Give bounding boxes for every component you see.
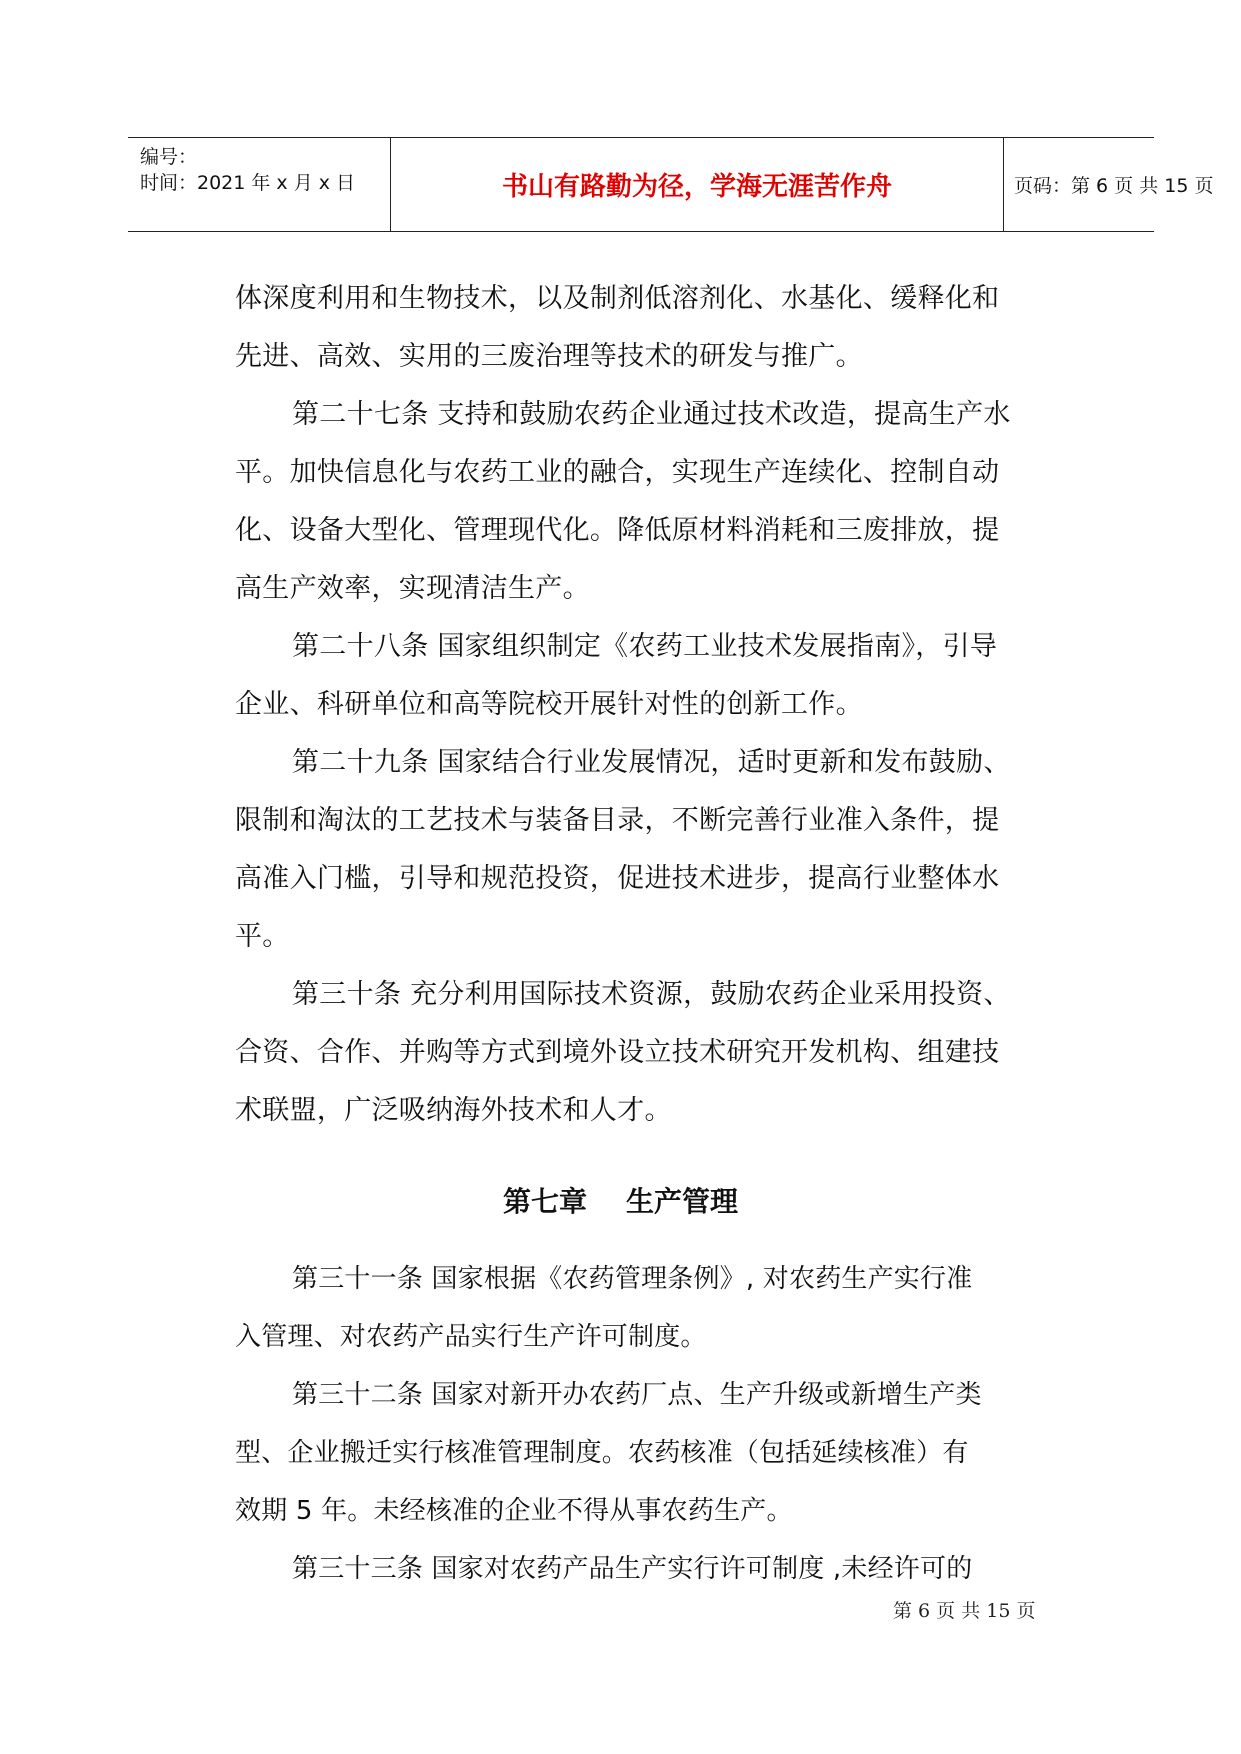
page-label: 页码：第 6 页 共 15 页 [1014, 175, 1214, 197]
body-line: 效期 5 年。未经核准的企业不得从事农药生产。 [235, 1496, 793, 1526]
body-line: 体深度利用和生物技术，以及制剂低溶剂化、水基化、缓释化和 [235, 283, 1000, 314]
chapter-title: 第七章 生产管理 [503, 1185, 738, 1218]
article-32-line: 第三十二条 国家对新开办农药厂点、生产升级或新增生产类 [292, 1380, 982, 1410]
article-28-line: 第二十八条 国家组织制定《农药工业技术发展指南》，引导 [292, 631, 998, 662]
body-line: 化、设备大型化、管理现代化。降低原材料消耗和三废排放，提 [235, 515, 1000, 546]
article-31-line: 第三十一条 国家根据《农药管理条例》, 对农药生产实行准 [292, 1264, 973, 1294]
body-line: 高准入门槛，引导和规范投资，促进技术进步，提高行业整体水 [235, 863, 1000, 894]
time-label: 时间：2021 年 x 月 x 日 [140, 172, 356, 194]
body-line: 企业、科研单位和高等院校开展针对性的创新工作。 [235, 689, 863, 720]
header-table [128, 137, 1214, 232]
article-27-line: 第二十七条 支持和鼓励农药企业通过技术改造，提高生产水 [292, 399, 1011, 430]
header-motto-cell [390, 138, 1004, 231]
body-line: 平。加快信息化与农药工业的融合，实现生产连续化、控制自动 [235, 457, 1000, 488]
page-footer: 第 6 页 共 15 页 [893, 1600, 1036, 1622]
body-line: 先进、高效、实用的三废治理等技术的研发与推广。 [235, 341, 863, 372]
body-line: 术联盟，广泛吸纳海外技术和人才。 [235, 1095, 672, 1126]
body-line: 高生产效率，实现清洁生产。 [235, 573, 590, 604]
body-line: 型、企业搬迁实行核准管理制度。农药核准（包括延续核准）有 [235, 1438, 969, 1468]
body-line: 合资、合作、并购等方式到境外设立技术研究开发机构、组建技 [235, 1037, 1000, 1068]
article-30-line: 第三十条 充分利用国际技术资源，鼓励农药企业采用投资、 [292, 979, 1011, 1010]
number-label: 编号： [140, 146, 198, 168]
article-29-line: 第二十九条 国家结合行业发展情况，适时更新和发布鼓励、 [292, 747, 1011, 778]
header-page-cell [1004, 138, 1214, 231]
body-line: 限制和淘汰的工艺技术与装备目录，不断完善行业准入条件，提 [235, 805, 1000, 836]
article-33-line: 第三十三条 国家对农药产品生产实行许可制度 ,未经许可的 [292, 1554, 973, 1584]
motto-text: 书山有路勤为径，学海无涯苦作舟 [501, 172, 892, 202]
body-line: 入管理、对农药产品实行生产许可制度。 [235, 1322, 707, 1352]
header-info-cell [128, 138, 390, 231]
body-line: 平。 [235, 921, 290, 952]
